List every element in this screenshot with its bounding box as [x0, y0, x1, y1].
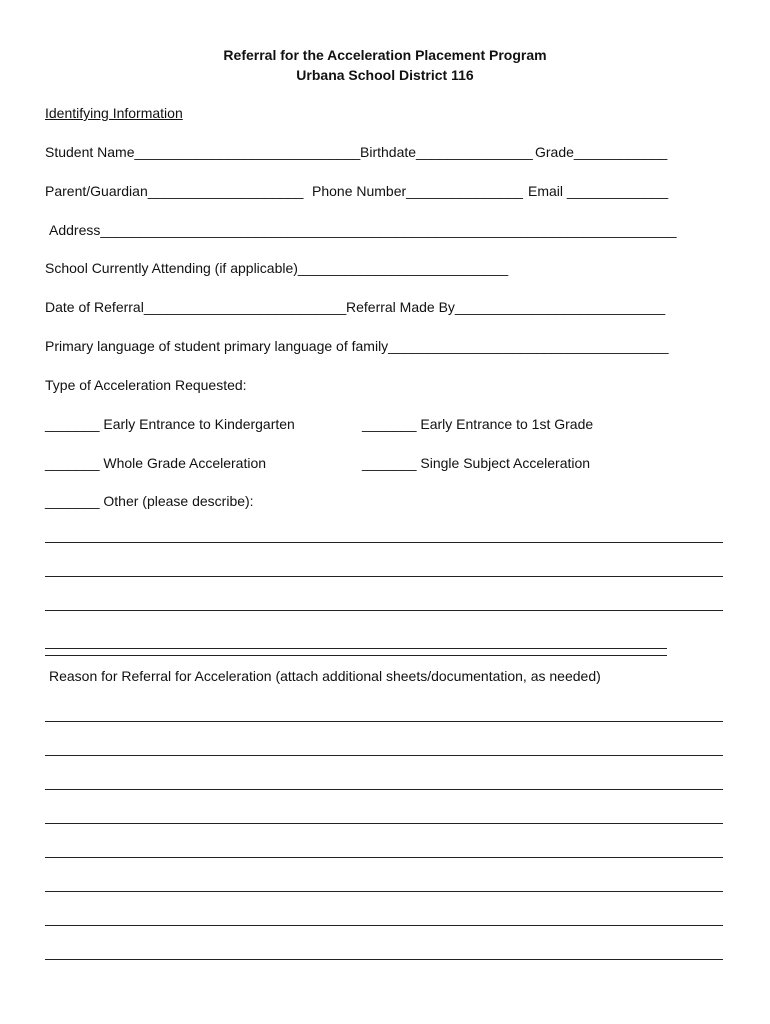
option-whole-grade[interactable]: _______ Whole Grade Acceleration [45, 455, 267, 471]
section-divider [45, 648, 667, 656]
address-field[interactable]: Address__________________________________________________________________________ [49, 222, 677, 238]
email-field[interactable]: Email _____________ [528, 183, 669, 199]
primary-language-field[interactable]: Primary language of student primary language of family____________________________________ [45, 338, 669, 354]
parent-guardian-field[interactable]: Parent/Guardian____________________ [45, 183, 304, 199]
district-name: Urbana School District 116 [296, 67, 474, 83]
date-of-referral-field[interactable]: Date of Referral__________________________ [45, 299, 347, 315]
phone-number-field[interactable]: Phone Number_______________ [312, 183, 523, 199]
reason-line[interactable] [45, 857, 723, 858]
other-description-line[interactable] [45, 610, 723, 611]
birthdate-field[interactable]: Birthdate_______________ [360, 144, 533, 160]
other-description-line[interactable] [45, 576, 723, 577]
reason-line[interactable] [45, 925, 723, 926]
reason-line[interactable] [45, 721, 723, 722]
reason-line[interactable] [45, 959, 723, 960]
option-other[interactable]: _______ Other (please describe): [45, 493, 254, 509]
reason-line[interactable] [45, 789, 723, 790]
identifying-heading: Identifying Information [45, 105, 183, 121]
school-attending-field[interactable]: School Currently Attending (if applicable)___________________________ [45, 260, 509, 276]
option-early-kindergarten[interactable]: _______ Early Entrance to Kindergarten [45, 416, 295, 432]
reason-line[interactable] [45, 891, 723, 892]
other-description-line[interactable] [45, 542, 723, 543]
option-single-subject[interactable]: _______ Single Subject Acceleration [362, 455, 591, 471]
reason-heading: Reason for Referral for Acceleration (attach additional sheets/documentation, as needed) [49, 668, 601, 684]
form-title: Referral for the Acceleration Placement Program [223, 47, 547, 63]
grade-field[interactable]: Grade____________ [535, 144, 668, 160]
reason-line[interactable] [45, 755, 723, 756]
referral-made-by-field[interactable]: Referral Made By___________________________ [346, 299, 666, 315]
student-name-field[interactable]: Student Name_____________________________ [45, 144, 361, 160]
option-early-first-grade[interactable]: _______ Early Entrance to 1st Grade [362, 416, 594, 432]
reason-line[interactable] [45, 823, 723, 824]
acceleration-type-heading: Type of Acceleration Requested: [45, 377, 247, 393]
